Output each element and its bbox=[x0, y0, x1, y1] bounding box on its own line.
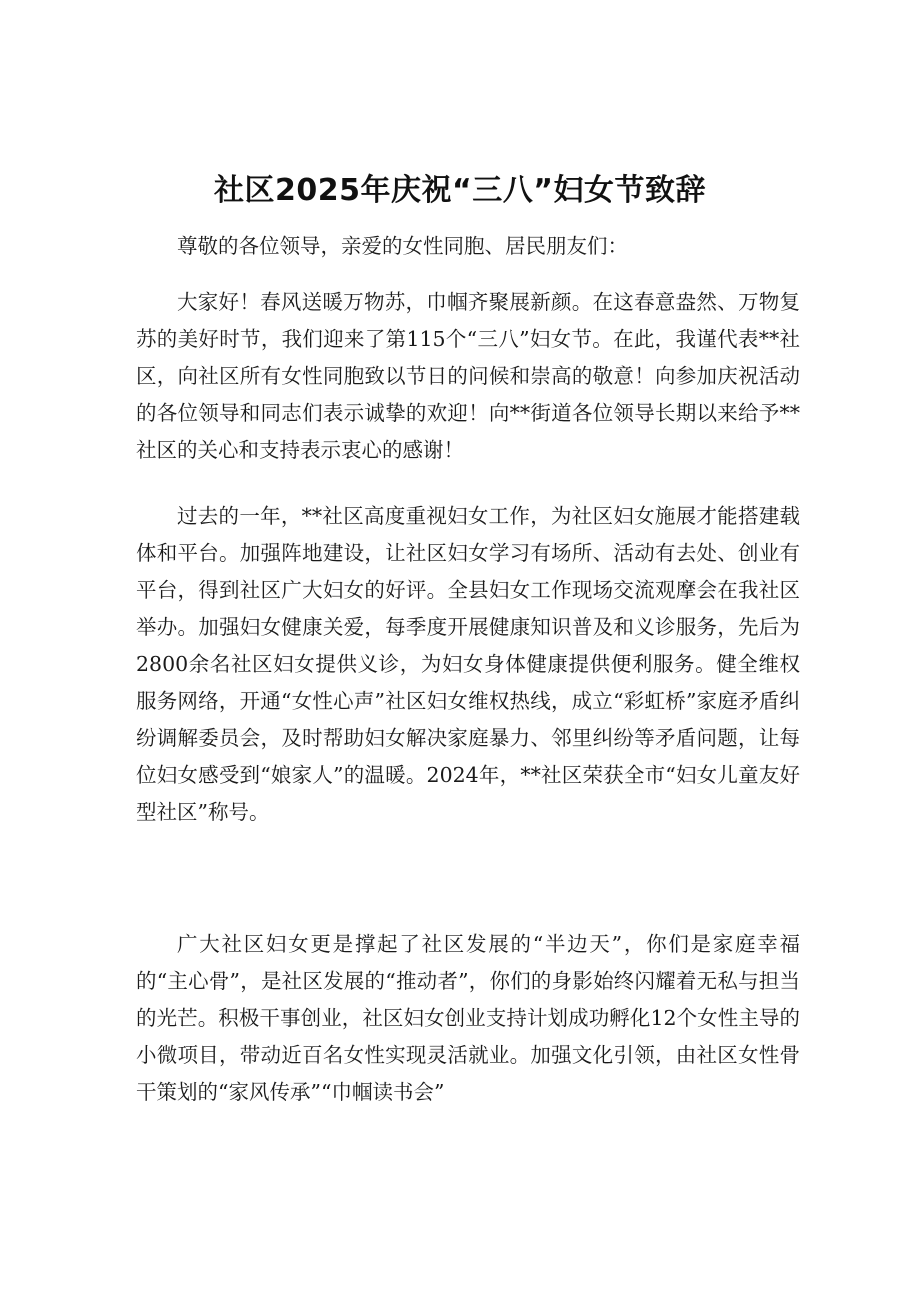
salutation: 尊敬的各位领导，亲爱的女性同胞、居民朋友们： bbox=[177, 234, 628, 258]
document-title: 社区2025年庆祝“三八”妇女节致辞 bbox=[214, 173, 706, 208]
paragraph-greeting: 大家好！春风送暖万物苏，巾帼齐聚展新颜。在这春意盎然、万物复苏的美好时节，我们迎来了第115个“三八”妇女节。在此，我谨代表**社区，向社区所有女性同胞致以节日的问候和崇高的敬意！向参加庆祝活动的各位领导和同志们表示诚挚的欢迎！向**街道各位领导长期以来给予**社区的关心和支持表示衷心的感谢！ bbox=[136, 290, 800, 462]
paragraph-achievements: 过去的一年，**社区高度重视妇女工作，为社区妇女施展才能搭建载体和平台。加强阵地建设，让社区妇女学习有场所、活动有去处、创业有平台，得到社区广大妇女的好评。全县妇女工作现场交流观摩会在我社区举办。加强妇女健康关爱，每季度开展健康知识普及和义诊服务，先后为2800余名社区妇女提供义诊，为妇女身体健康提供便利服务。健全维权服务网络，开通“女性心声”社区妇女维权热线，成立“彩虹桥”家庭矛盾纠纷调解委员会，及时帮助妇女解决家庭暴力、邻里纠纷等矛盾问题，让每位妇女感受到“娘家人”的温暖。2024年，**社区荣获全市“妇女儿童友好型社区”称号。 bbox=[136, 504, 800, 824]
paragraph-women-contributions: 广大社区妇女更是撑起了社区发展的“半边天”，你们是家庭幸福的“主心骨”，是社区发展的“推动者”，你们的身影始终闪耀着无私与担当的光芒。积极干事创业，社区妇女创业支持计划成功孵化12个女性主导的小微项目，带动近百名女性实现灵活就业。加强文化引领，由社区女性骨干策划的“家风传承”“巾帼读书会” bbox=[136, 932, 800, 1104]
